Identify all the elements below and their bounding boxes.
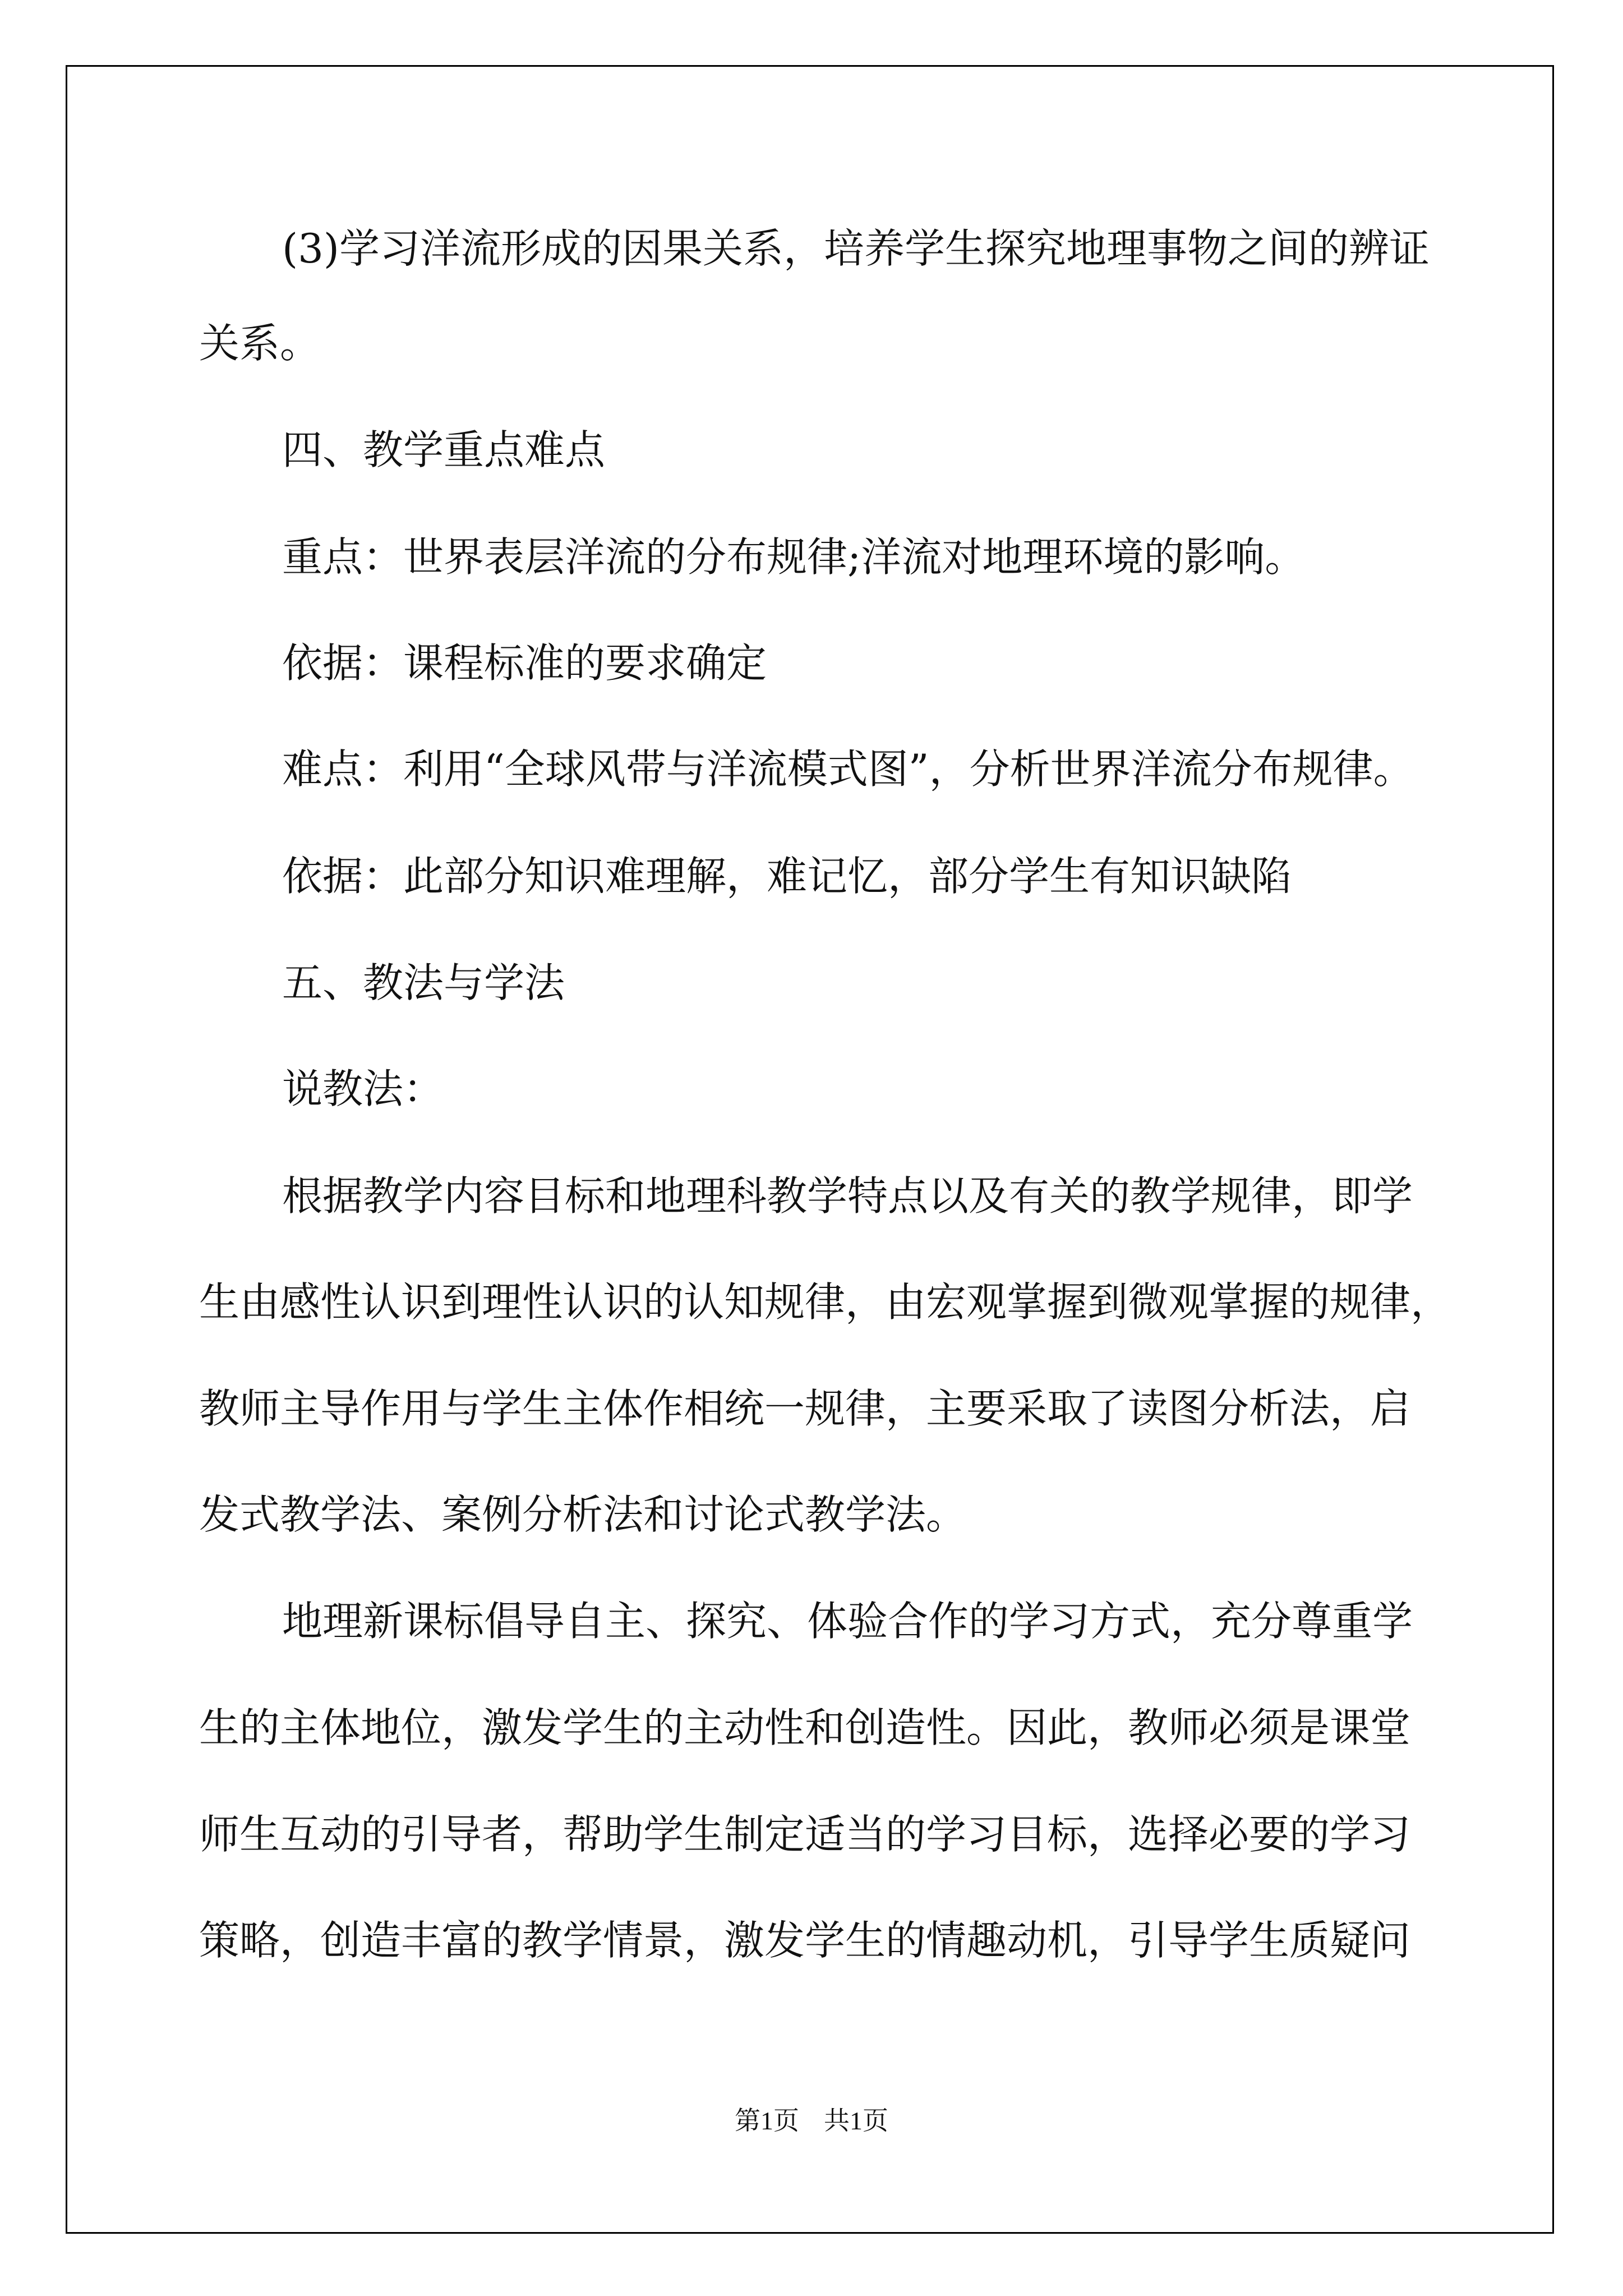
paragraph-2-line-2: 生的主体地位，激发学生的主动性和创造性。因此，教师必须是课堂 <box>199 1704 1411 1751</box>
paragraph-2-line-4: 策略，创造丰富的教学情景，激发学生的情趣动机，引导学生质疑问 <box>199 1917 1411 1964</box>
paragraph-1-line-1: 根据教学内容目标和地理科教学特点以及有关的教学规律，即学 <box>282 1172 1413 1220</box>
line-1: (3)学习洋流形成的因果关系，培养学生探究地理事物之间的辨证 <box>282 225 1430 272</box>
subheading-teaching-methods: 说教法： <box>282 1065 444 1112</box>
line-difficulty: 难点：利用“全球风带与洋流模式图”，分析世界洋流分布规律。 <box>282 746 1414 793</box>
line-key-point: 重点：世界表层洋流的分布规律;洋流对地理环境的影响。 <box>282 533 1306 581</box>
paragraph-1-line-3: 教师主导作用与学生主体作相统一规律，主要采取了读图分析法，启 <box>199 1385 1411 1432</box>
paragraph-1-line-2: 生由感性认识到理性认识的认知规律，由宏观掌握到微观掌握的规律， <box>199 1278 1451 1326</box>
line-basis-2: 依据：此部分知识难理解，难记忆，部分学生有知识缺陷 <box>282 853 1292 900</box>
page-footer <box>0 2104 1623 2138</box>
page-number: 第1页 <box>735 2106 799 2135</box>
line-2: 关系。 <box>199 320 321 367</box>
page-total: 共1页 <box>824 2106 888 2135</box>
paragraph-2-line-3: 师生互动的引导者，帮助学生制定适当的学习目标，选择必要的学习 <box>199 1811 1411 1858</box>
page-border <box>66 65 1554 2234</box>
paragraph-2-line-1: 地理新课标倡导自主、探究、体验合作的学习方式，充分尊重学 <box>282 1598 1413 1645</box>
heading-methods: 五、教法与学法 <box>282 959 565 1006</box>
heading-key-points: 四、教学重点难点 <box>282 426 606 473</box>
line-basis-1: 依据：课程标准的要求确定 <box>282 639 767 687</box>
paragraph-1-line-4: 发式教学法、案例分析法和讨论式教学法。 <box>199 1491 967 1538</box>
